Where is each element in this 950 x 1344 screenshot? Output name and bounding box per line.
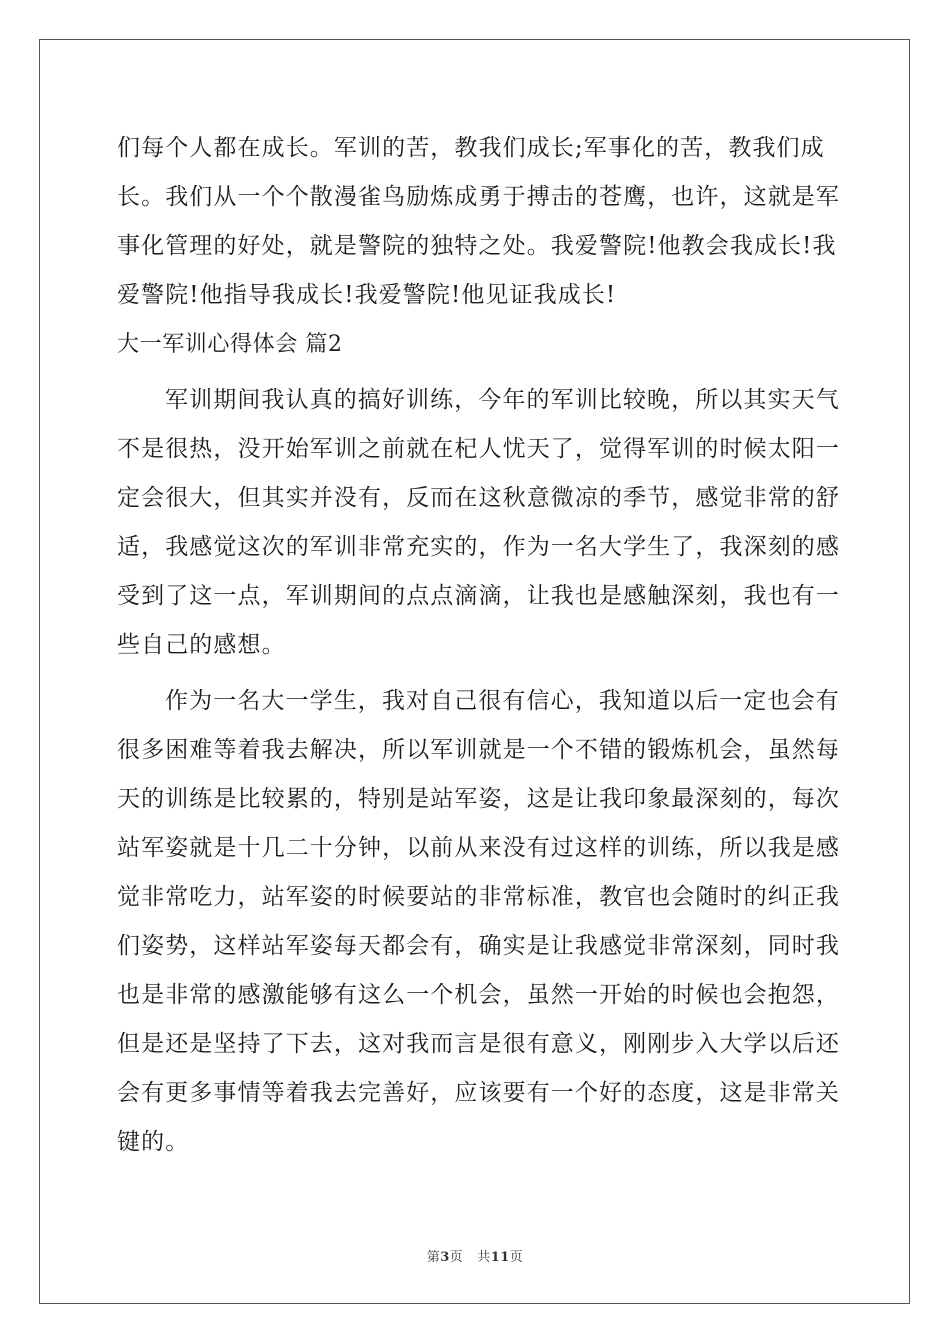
text-line: 天的训练是比较累的，特别是站军姿，这是让我印象最深刻的，每次: [117, 786, 840, 812]
section-heading: 大一军训心得体会 篇2: [117, 332, 343, 357]
paragraph-1: [117, 376, 839, 670]
page-suffix: 页: [449, 1250, 464, 1265]
text-line: 们姿势，这样站军姿每天都会有，确实是让我感觉非常深刻，同时我: [117, 933, 840, 959]
document-body: [117, 124, 839, 1167]
text-line: 爱警院!他指导我成长!我爱警院!他见证我成长!: [117, 282, 617, 308]
continuation-paragraph: [117, 124, 839, 320]
total-prefix: 共: [477, 1250, 491, 1265]
text-line: 定会很大，但其实并没有，反而在这秋意微凉的季节，感觉非常的舒: [117, 485, 840, 511]
total-suffix: 页: [509, 1250, 524, 1265]
text-line: 适，我感觉这次的军训非常充实的，作为一名大学生了，我深刻的感: [117, 534, 840, 560]
text-line: 些自己的感想。: [117, 632, 286, 658]
text-line: 军训期间我认真的搞好训练，今年的军训比较晚，所以其实天气: [165, 387, 840, 413]
page-number: 3: [440, 1250, 450, 1265]
text-line: 会有更多事情等着我去完善好，应该要有一个好的态度，这是非常关: [117, 1080, 840, 1106]
page-footer: [0, 1246, 950, 1265]
text-line: 很多困难等着我去解决，所以军训就是一个不错的锻炼机会，虽然每: [117, 737, 840, 763]
text-line: 作为一名大一学生，我对自己很有信心，我知道以后一定也会有: [165, 688, 840, 714]
text-line: 长。我们从一个个散漫雀鸟励炼成勇于搏击的苍鹰，也许，这就是军: [117, 184, 840, 210]
text-line: 觉非常吃力，站军姿的时候要站的非常标准，教官也会随时的纠正我: [117, 884, 840, 910]
text-line: 站军姿就是十几二十分钟，以前从来没有过这样的训练，所以我是感: [117, 835, 840, 861]
text-line: 但是还是坚持了下去，这对我而言是很有意义，刚刚步入大学以后还: [117, 1031, 840, 1057]
text-line: 键的。: [117, 1129, 190, 1155]
text-line: 受到了这一点，军训期间的点点滴滴，让我也是感触深刻，我也有一: [117, 583, 840, 609]
total-pages: 11: [490, 1250, 510, 1265]
page-prefix: 第: [426, 1250, 441, 1265]
text-line: 也是非常的感激能够有这么一个机会，虽然一开始的时候也会抱怨，: [117, 982, 840, 1008]
text-line: 们每个人都在成长。军训的苦，教我们成长;军事化的苦，教我们成: [117, 135, 825, 161]
text-line: 不是很热，没开始军训之前就在杞人忧天了，觉得军训的时候太阳一: [117, 436, 840, 462]
text-line: 事化管理的好处，就是警院的独特之处。我爱警院!他教会我成长!我: [117, 233, 837, 259]
paragraph-2: [117, 677, 839, 1167]
